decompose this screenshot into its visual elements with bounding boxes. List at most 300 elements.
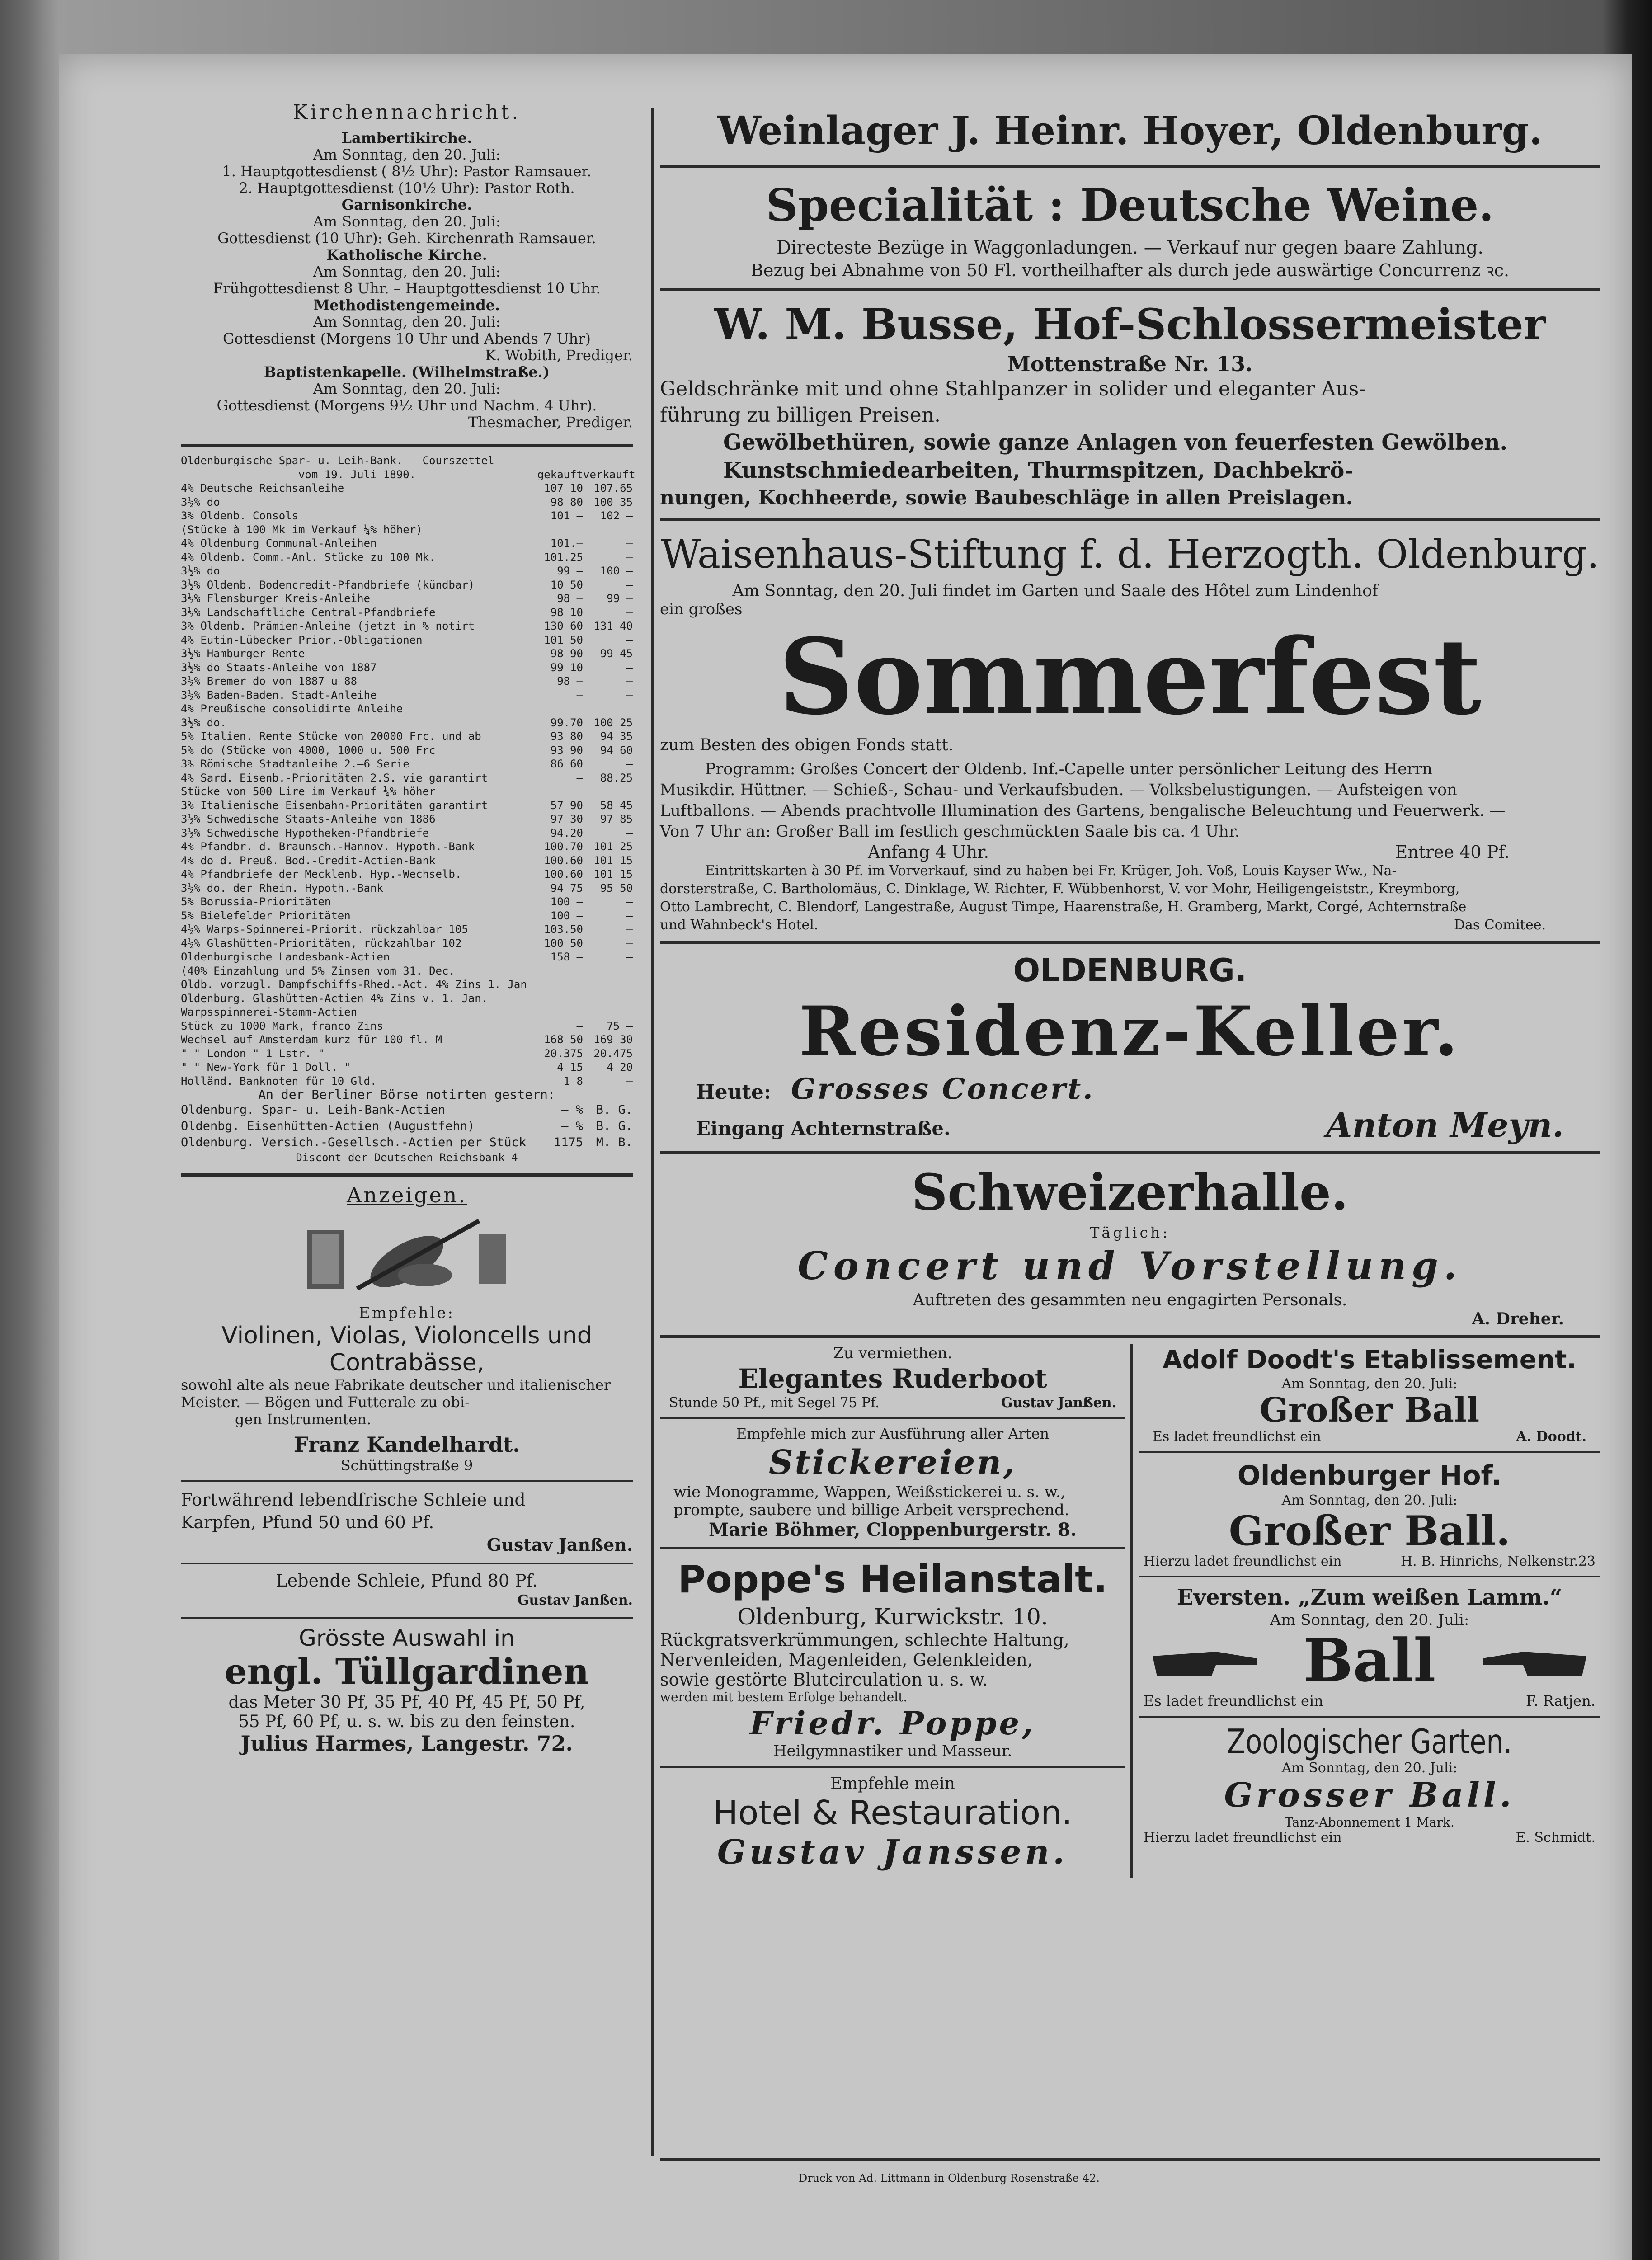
hoyer-line2: Bezug bei Abnahme von 50 Fl. vortheilhafter als durch jede auswärtige Concurrenz ꝛc. <box>750 260 1510 280</box>
residenz-title: Residenz-Keller. <box>799 992 1461 1071</box>
pointing-hand-left-icon <box>1473 1638 1591 1683</box>
rate-bought <box>533 992 583 1006</box>
divider <box>660 1417 1125 1419</box>
rate-name: 3% Italienische Eisenbahn-Prioritäten garantirt <box>181 799 488 812</box>
rates-title: Oldenburgische Spar- u. Leih-Bank. — Courszettel <box>181 454 494 467</box>
rate-bought: 101 50 <box>544 633 583 646</box>
rate-name: Oldenbg. Eisenhütten-Actien (Augustfehn) <box>181 1119 475 1133</box>
schweizer-ad <box>660 1161 1600 1328</box>
church-notice <box>181 101 633 431</box>
rate-row <box>181 964 633 978</box>
garnison-heading: Garnisonkirche. <box>341 196 472 213</box>
rate-sold: 75 — <box>607 1019 633 1032</box>
rate-row <box>181 785 633 799</box>
rate-sold: — <box>626 606 633 619</box>
hotel-ad <box>660 1775 1125 1872</box>
rate-row <box>181 702 633 716</box>
rate-row <box>181 950 633 964</box>
residenz-concert: Grosses Concert. <box>791 1072 1095 1106</box>
divider <box>1139 1716 1600 1718</box>
rate-sold: 101 15 <box>593 854 633 867</box>
lamm-ball: Ball <box>1303 1626 1436 1695</box>
waisen-prog2: Musikdir. Hüttner. — Schieß-, Schau- und Verkaufsbuden. — Volksbelustigungen. — Aufsteigen von <box>660 781 1457 799</box>
waisen-ad <box>660 527 1600 934</box>
waisen-title: Waisenhaus-Stiftung f. d. Herzogth. Oldenburg. <box>660 532 1600 577</box>
residenz-heute-row <box>660 1072 1600 1106</box>
waisen-karten-footer <box>660 916 1600 934</box>
waisen-comite: Das Comitee. <box>1454 917 1546 933</box>
lamm-title: Eversten. „Zum weißen Lamm.“ <box>1177 1585 1563 1610</box>
rate-bought <box>533 978 583 992</box>
sticker-line1: wie Monogramme, Wappen, Weißstickerei u. s. w., <box>673 1483 1066 1501</box>
rate-sold: B. G. <box>596 1119 633 1133</box>
schweizer-name: A. Dreher. <box>1472 1309 1564 1328</box>
rate-name: 3% Römische Stadtanleihe 2.—6 Serie <box>181 758 409 770</box>
rate-bought: 99.70 <box>550 716 583 729</box>
waisen-anfang: Anfang 4 Uhr. <box>868 842 989 862</box>
poppe-role: Heilgymnastiker und Masseur. <box>773 1742 1012 1760</box>
hotel-head: Empfehle mein <box>830 1775 955 1793</box>
rate-bought: 100.60 <box>544 854 583 867</box>
zoo-abo: Tanz-Abonnement 1 Mark. <box>1285 1815 1454 1830</box>
rate-sold <box>583 523 633 537</box>
rate-row <box>181 799 633 813</box>
rate-sold: 100 35 <box>593 495 633 508</box>
rate-row <box>181 606 633 620</box>
rate-name: Stücke von 500 Lire im Verkauf ¼% höher <box>181 785 436 798</box>
bapt-date: Am Sonntag, den 20. Juli: <box>313 380 501 397</box>
rate-row <box>181 909 633 923</box>
rate-row <box>181 537 633 551</box>
schweizer-line: Auftreten des gesammten neu engagirten Personals. <box>913 1291 1347 1309</box>
sticker-ad <box>660 1425 1125 1540</box>
zoo-date: Am Sonntag, den 20. Juli: <box>1281 1760 1458 1776</box>
lower-column-rule <box>1130 1344 1133 1878</box>
rate-bought <box>533 964 583 978</box>
rate-row <box>181 647 633 661</box>
discount-line: Discont der Deutschen Reichsbank 4 <box>296 1151 518 1164</box>
gardinen-line1: Grösste Auswahl in <box>299 1625 515 1651</box>
residenz-heute: Heute: <box>696 1081 772 1104</box>
lower-right-ads <box>1139 1344 1600 1846</box>
zoo-name: E. Schmidt. <box>1516 1830 1596 1846</box>
ruderboot-ad <box>660 1344 1125 1411</box>
sticker-head: Empfehle mich zur Ausführung aller Arten <box>736 1425 1050 1442</box>
divider <box>1139 1576 1600 1577</box>
rate-sold: 101 25 <box>593 840 633 853</box>
rate-row <box>181 978 633 992</box>
waisen-entree: Entree 40 Pf. <box>1395 842 1510 862</box>
rate-sold: 94 35 <box>600 730 633 743</box>
rate-sold: 99 45 <box>600 647 633 660</box>
rate-name: 3½% do. <box>181 716 227 729</box>
busse-line4: Kunstschmiedearbeiten, Thurmspitzen, Dachbekrö- <box>723 458 1354 483</box>
rate-name: 3½% do <box>181 565 220 577</box>
hoyer-special: Specialität : Deutsche Weine. <box>766 179 1494 231</box>
gardinen-line4: 55 Pf, 60 Pf, u. s. w. bis zu den feinsten. <box>238 1712 575 1731</box>
rate-sold: 58 45 <box>600 799 633 812</box>
rate-bought: 94.20 <box>550 826 583 839</box>
ruderboot-head: Zu vermiethen. <box>833 1344 952 1362</box>
rate-bought: — % <box>561 1119 583 1133</box>
zoo-title: Zoologischer Garten. <box>1227 1722 1512 1762</box>
rate-row <box>181 1060 633 1074</box>
rate-name: 3½% Baden-Baden. Stadt-Anleihe <box>181 688 377 702</box>
rate-bought: 103.50 <box>544 923 583 936</box>
bottom-rule <box>660 2158 1600 2161</box>
rate-sold: 100 25 <box>593 716 633 729</box>
rate-row <box>181 509 633 523</box>
waisen-karten-2: dorsterstraße, C. Bartholomäus, C. Dinklage, W. Richter, F. Wübbenhorst, V. vor Mohr, Heiligengeiststr., Kreymborg, <box>660 881 1460 897</box>
rate-sold: — <box>626 551 633 564</box>
rate-row <box>181 619 633 633</box>
rate-sold: — <box>626 661 633 674</box>
kandelhardt-addr: Schüttingstraße 9 <box>340 1457 473 1474</box>
anzeigen-heading: Anzeigen. <box>347 1183 467 1207</box>
gardinen-name: Julius Harmes, Langestr. 72. <box>240 1731 573 1756</box>
rate-name: " " London " 1 Lstr. " <box>181 1047 325 1060</box>
rate-bought: 100 50 <box>544 937 583 950</box>
rates-subheader <box>181 468 633 482</box>
rate-sold: — <box>626 537 633 550</box>
divider <box>181 1173 633 1177</box>
rate-name: 5% do (Stücke von 4000, 1000 u. 500 Frc <box>181 744 436 757</box>
ohof-name: H. B. Hinrichs, Nelkenstr.23 <box>1400 1554 1596 1569</box>
rate-sold: — <box>626 688 633 702</box>
instruments-text-1: sowohl alte als neue Fabrikate deutscher und italienischer <box>181 1376 611 1394</box>
rate-row <box>181 633 633 647</box>
rate-bought <box>533 702 583 716</box>
method-heading: Methodistengemeinde. <box>313 297 500 314</box>
schleie1-line2: Karpfen, Pfund 50 und 60 Pf. <box>181 1512 434 1532</box>
kath-heading: Katholische Kirche. <box>326 246 487 264</box>
rate-bought: — <box>576 1019 583 1032</box>
rate-bought: 101.— <box>550 537 583 550</box>
lamm-date: Am Sonntag, den 20. Juli: <box>1270 1611 1469 1629</box>
waisen-prog3: Luftballons. — Abends prachtvolle Illumination des Gartens, bengalische Beleuchtung und Feuerwerk. — <box>660 802 1506 820</box>
instruments-ad <box>181 1183 633 1474</box>
divider <box>660 1766 1125 1768</box>
lamm-name: F. Ratjen. <box>1526 1692 1596 1709</box>
schleie-ad-2 <box>181 1571 633 1610</box>
rate-bought: 93 80 <box>550 730 583 743</box>
gardinen-line3: das Meter 30 Pf, 35 Pf, 40 Pf, 45 Pf, 50 Pf, <box>228 1692 585 1712</box>
ohof-title: Oldenburger Hof. <box>1237 1460 1502 1492</box>
instruments-illustration <box>289 1212 524 1302</box>
rate-name: Wechsel auf Amsterdam kurz für 100 fl. M <box>181 1033 442 1046</box>
ruderboot-title: Elegantes Ruderboot <box>738 1363 1047 1394</box>
rate-row <box>181 495 633 509</box>
poppe-ad <box>660 1555 1125 1760</box>
rate-name: (40% Einzahlung und 5% Zinsen vom 31. Dec. <box>181 964 455 977</box>
waisen-prog4: Von 7 Uhr an: Großer Ball im festlich geschmückten Saale bis ca. 4 Uhr. <box>660 823 1240 841</box>
rate-row <box>181 592 633 606</box>
rate-name: 5% Borussia-Prioritäten <box>181 895 331 908</box>
ohof-date: Am Sonntag, den 20. Juli: <box>1281 1493 1458 1508</box>
rate-row <box>181 771 633 785</box>
rate-name: 5% Bielefelder Prioritäten <box>181 909 351 922</box>
zoo-invite: Hierzu ladet freundlichst ein <box>1144 1830 1342 1846</box>
rate-bought: 100.70 <box>544 840 583 853</box>
rate-row <box>181 895 633 909</box>
rate-bought: 130 60 <box>544 620 583 632</box>
rate-bought: 94 75 <box>550 881 583 895</box>
rate-row <box>181 881 633 895</box>
rate-name: Stück zu 1000 Mark, franco Zins <box>181 1019 383 1032</box>
kath-service: Frühgottesdienst 8 Uhr. – Hauptgottesdienst 10 Uhr. <box>213 280 601 297</box>
poppe-addr: Oldenburg, Kurwickstr. 10. <box>737 1604 1048 1630</box>
instruments-line-1: Violinen, Violas, Violoncells und <box>221 1322 592 1349</box>
doodt-footer <box>1139 1429 1600 1445</box>
rate-row <box>181 1102 633 1118</box>
rates-col-bought: gekauft <box>537 468 583 481</box>
schleie1-name: Gustav Janßen. <box>486 1535 633 1555</box>
rate-sold <box>583 785 633 799</box>
divider <box>660 1151 1600 1154</box>
rate-row <box>181 1005 633 1019</box>
lower-ads <box>660 1344 1600 1878</box>
kath-date: Am Sonntag, den 20. Juli: <box>313 263 501 280</box>
rate-sold: — <box>626 937 633 950</box>
zoo-ad <box>1139 1724 1600 1846</box>
rate-row <box>181 867 633 881</box>
rate-sold <box>583 978 633 992</box>
poppe-title: Poppe's Heilanstalt. <box>678 1557 1108 1601</box>
rate-bought <box>533 785 583 799</box>
bapt-service: Gottesdienst (Morgens 9½ Uhr und Nachm. 4 Uhr). <box>217 397 597 414</box>
rate-bought: 98 10 <box>550 606 583 619</box>
residenz-eingang: Eingang Achternstraße. <box>696 1117 951 1139</box>
divider <box>660 518 1600 521</box>
rate-bought: 4 15 <box>557 1061 583 1074</box>
rates-date: vom 19. Juli 1890. <box>298 468 416 481</box>
rate-name: 3½% do <box>181 495 220 508</box>
ohof-footer <box>1139 1554 1600 1569</box>
rate-name: " " New-York für 1 Doll. " <box>181 1061 351 1074</box>
right-column <box>660 104 1600 2156</box>
doodt-name: A. Doodt. <box>1516 1429 1586 1445</box>
waisen-line2: ein großes <box>660 600 743 618</box>
church-heading: Kirchennachricht. <box>292 101 521 124</box>
rate-sold: 99 — <box>607 592 633 605</box>
rate-sold: 107.65 <box>593 482 633 494</box>
sticker-title: Stickereien, <box>769 1443 1017 1482</box>
doodt-ad <box>1139 1344 1600 1445</box>
rate-name: 4% Deutsche Reichsanleihe <box>181 482 344 494</box>
poppe-line2: Nervenleiden, Magenleiden, Gelenkleiden, <box>660 1650 1033 1670</box>
rate-name: 3½% Bremer do von 1887 u 88 <box>181 675 358 687</box>
schleie-ad-1 <box>181 1488 633 1556</box>
waisen-karten-4: und Wahnbeck's Hotel. <box>660 917 819 933</box>
rate-bought: 1175 <box>553 1135 583 1149</box>
method-date: Am Sonntag, den 20. Juli: <box>313 313 501 330</box>
waisen-line1: Am Sonntag, den 20. Juli findet im Garten und Saale des Hôtel zum Lindenhof <box>732 582 1379 600</box>
sommerfest-title: Sommerfest <box>778 616 1482 738</box>
rate-sold: B. G. <box>596 1102 633 1117</box>
rate-row <box>181 744 633 758</box>
rate-bought: 57 90 <box>550 799 583 812</box>
lamm-invite: Es ladet freundlichst ein <box>1144 1692 1323 1709</box>
lower-left-ads <box>660 1344 1125 1872</box>
rate-row <box>181 1047 633 1061</box>
rate-row <box>181 674 633 688</box>
waisen-karten-1: Eintrittskarten à 30 Pf. im Vorverkauf, sind zu haben bei Fr. Krüger, Joh. Voß, Louis Kayser Ww., Na- <box>705 863 1397 879</box>
pointing-hand-right-icon <box>1148 1638 1266 1683</box>
rate-sold: — <box>626 675 633 687</box>
rate-bought: — <box>576 771 583 784</box>
bapt-heading: Baptistenkapelle. (Wilhelmstraße.) <box>264 363 550 381</box>
busse-title: W. M. Busse, Hof-Schlossermeister <box>714 300 1546 349</box>
schleie1-line1: Fortwährend lebendfrische Schleie und <box>181 1490 526 1510</box>
rate-sold <box>583 1005 633 1019</box>
method-service: Gottesdienst (Morgens 10 Uhr und Abends 7 Uhr) <box>223 330 591 347</box>
rate-bought: 20.375 <box>544 1047 583 1060</box>
instruments-text-2: Meister. — Bögen und Futterale zu obi- <box>181 1394 470 1411</box>
rate-bought: 97 30 <box>550 813 583 825</box>
zoo-ball: Grosser Ball. <box>1224 1776 1515 1815</box>
ohof-invite: Hierzu ladet freundlichst ein <box>1144 1554 1342 1569</box>
rate-name: 4% Eutin-Lübecker Prior.-Obligationen <box>181 633 423 646</box>
rate-row <box>181 564 633 578</box>
rate-sold: 131 40 <box>593 620 633 632</box>
rate-row <box>181 578 633 592</box>
rate-bought: 93 90 <box>550 744 583 757</box>
busse-line2: führung zu billigen Preisen. <box>660 404 941 427</box>
exchange-rates <box>181 454 633 1164</box>
rate-bought: 99 10 <box>550 661 583 674</box>
rate-name: 3½% Hamburger Rente <box>181 647 305 660</box>
rate-name: Oldenburg. Versich.-Gesellsch.-Actien per Stück <box>181 1135 527 1149</box>
hotel-name: Gustav Janssen. <box>717 1833 1068 1872</box>
rate-bought: 100 — <box>550 895 583 908</box>
divider <box>181 1563 633 1564</box>
divider <box>1139 1451 1600 1453</box>
ruderboot-price-row <box>660 1395 1125 1411</box>
rate-sold: 169 30 <box>593 1033 633 1046</box>
gardinen-line2: engl. Tüllgardinen <box>224 1651 589 1692</box>
rate-row <box>181 812 633 826</box>
rate-name: (Stücke à 100 Mk im Verkauf ¼% höher) <box>181 523 423 536</box>
rate-row <box>181 854 633 868</box>
rate-name: 3½% Flensburger Kreis-Anleihe <box>181 592 371 605</box>
rate-bought: 168 50 <box>544 1033 583 1046</box>
rate-bought: 98 90 <box>550 647 583 660</box>
rate-row <box>181 1118 633 1135</box>
rate-name: 4½% Glashütten-Prioritäten, rückzahlbar 102 <box>181 937 462 950</box>
waisen-line3: zum Besten des obigen Fonds statt. <box>660 736 954 754</box>
hotel-title: Hotel & Restauration. <box>713 1794 1073 1832</box>
rate-name: 4½% Warps-Spinnerei-Priorit. rückzahlbar 105 <box>181 923 468 936</box>
rate-sold: — <box>626 923 633 936</box>
rates-table <box>181 481 633 1088</box>
printer-footer: Druck von Ad. Littmann in Oldenburg Rosenstraße 42. <box>798 2172 1100 2185</box>
rate-sold: 95 50 <box>600 881 633 895</box>
residenz-city: OLDENBURG. <box>1013 952 1247 989</box>
rate-name: 4% Pfandbr. d. Braunsch.-Hannov. Hypoth.-Bank <box>181 840 475 853</box>
sticker-line2: prompte, saubere und billige Arbeit versprechend. <box>673 1501 1069 1519</box>
rate-name: 3½% Schwedische Hypotheken-Pfandbriefe <box>181 826 429 839</box>
rate-sold: 4 20 <box>607 1061 633 1074</box>
lamberti-heading: Lambertikirche. <box>341 129 472 146</box>
rate-name: 4% Sard. Eisenb.-Prioritäten 2.S. vie garantirt <box>181 771 488 784</box>
rate-row <box>181 826 633 840</box>
ruderboot-name: Gustav Janßen. <box>1001 1395 1116 1411</box>
busse-line1: Geldschränke mit und ohne Stahlpanzer in solider und eleganter Aus- <box>660 377 1366 400</box>
rate-bought: 101.25 <box>544 551 583 564</box>
garnison-service: Gottesdienst (10 Uhr): Geh. Kirchenrath Ramsauer. <box>217 230 596 247</box>
rate-row <box>181 1033 633 1047</box>
left-column <box>181 101 635 2156</box>
divider <box>181 1480 633 1482</box>
empfehle-label: Empfehle: <box>359 1304 455 1322</box>
divider <box>660 941 1600 944</box>
berlin-heading: An der Berliner Börse notirten gestern: <box>258 1087 555 1102</box>
rate-sold: — <box>626 633 633 646</box>
rate-sold: 101 15 <box>593 868 633 880</box>
schweizer-title: Schweizerhalle. <box>911 1163 1349 1221</box>
rate-bought: 100.60 <box>544 868 583 880</box>
doodt-date: Am Sonntag, den 20. Juli: <box>1281 1376 1458 1392</box>
rate-name: Warpsspinnerei-Stamm-Actien <box>181 1006 358 1018</box>
busse-line5: nungen, Kochheerde, sowie Baubeschläge in allen Preislagen. <box>660 486 1353 509</box>
poppe-line3: sowie gestörte Blutcirculation u. s. w. <box>660 1670 988 1690</box>
poppe-line1: Rückgratsverkrümmungen, schlechte Haltung, <box>660 1630 1069 1650</box>
waisen-prog1: Programm: Großes Concert der Oldenb. Inf.-Capelle unter persönlicher Leitung des Herrn <box>705 760 1432 778</box>
rate-name: 4% Oldenb. Comm.-Anl. Stücke zu 100 Mk. <box>181 551 436 564</box>
rate-sold: — <box>626 951 633 963</box>
rate-sold: — <box>626 758 633 770</box>
rate-name: 5% Italien. Rente Stücke von 20000 Frc. und ab <box>181 730 481 743</box>
schweizer-concert: Concert und Vorstellung. <box>797 1243 1463 1288</box>
doodt-title: Adolf Doodt's Etablissement. <box>1163 1345 1577 1375</box>
instruments-text-3: gen Instrumenten. <box>235 1411 372 1428</box>
rate-sold: 88.25 <box>600 771 633 784</box>
lamberti-service-2: 2. Hauptgottesdienst (10½ Uhr): Pastor Roth. <box>239 179 575 197</box>
doodt-invite: Es ladet freundlichst ein <box>1153 1429 1321 1445</box>
rate-sold <box>583 964 633 978</box>
lamberti-date: Am Sonntag, den 20. Juli: <box>313 146 501 163</box>
hoyer-line1: Directeste Bezüge in Waggonladungen. — Verkauf nur gegen baare Zahlung. <box>776 237 1484 258</box>
bapt-preacher: Thesmacher, Prediger. <box>468 414 633 431</box>
waisen-times <box>660 842 1600 862</box>
rate-sold: — <box>626 1074 633 1088</box>
rate-name: Oldenburg. Glashütten-Actien 4% Zins v. 1. Jan. <box>181 992 488 1005</box>
rate-name: 3% Oldenb. Consols <box>181 509 299 522</box>
rate-bought: 98 80 <box>550 495 583 508</box>
rate-row <box>181 923 633 937</box>
rate-sold: 102 — <box>600 509 633 522</box>
lamm-ad <box>1139 1584 1600 1709</box>
rate-name: 3½% do. der Rhein. Hypoth.-Bank <box>181 881 383 895</box>
poppe-name: Friedr. Poppe, <box>749 1704 1036 1742</box>
rate-row <box>181 1135 633 1151</box>
rate-row <box>181 1019 633 1033</box>
rate-row <box>181 730 633 744</box>
rate-sold: M. B. <box>596 1135 633 1149</box>
rate-row <box>181 992 633 1006</box>
rate-sold: 20.475 <box>593 1047 633 1060</box>
divider <box>660 1335 1600 1338</box>
rate-name: Holländ. Banknoten für 10 Gld. <box>181 1074 377 1088</box>
kandelhardt-name: Franz Kandelhardt. <box>293 1432 520 1457</box>
waisen-karten-3: Otto Lambrecht, C. Blendorf, Langestraße, August Timpe, Haarenstraße, H. Gramberg, Markt, Corgé, Achternstraße <box>660 899 1467 915</box>
rate-name: 3½% do Staats-Anleihe von 1887 <box>181 661 377 674</box>
rate-row <box>181 840 633 854</box>
poppe-line4: werden mit bestem Erfolge behandelt. <box>660 1690 908 1704</box>
rate-sold: — <box>626 909 633 922</box>
column-rule <box>651 108 654 2156</box>
rate-name: Oldenburgische Landesbank-Actien <box>181 951 390 963</box>
